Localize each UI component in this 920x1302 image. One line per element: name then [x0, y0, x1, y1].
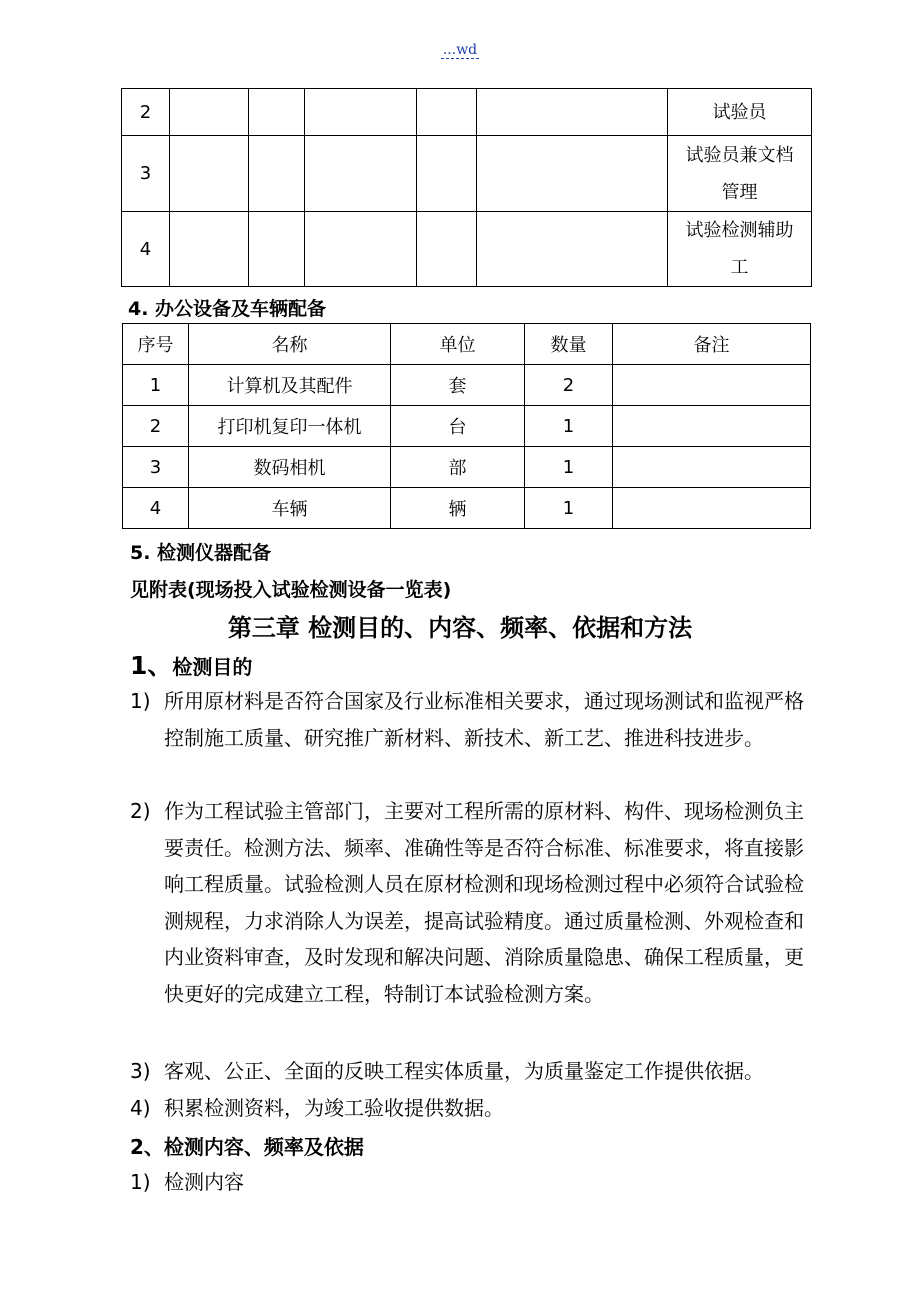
list-item [130, 1053, 814, 1090]
list-text: 积累检测资料，为竣工验收提供数据。 [164, 1096, 504, 1120]
table-row [122, 89, 812, 136]
part-1-number: 1、 [130, 651, 173, 680]
table-row [123, 406, 811, 447]
table-row [122, 136, 812, 212]
list-item [130, 1164, 814, 1201]
list-marker: 2) [130, 799, 151, 823]
part-1-heading [130, 646, 252, 682]
table-row [123, 488, 811, 529]
staff-table [121, 88, 812, 287]
list-marker: 1) [130, 1170, 151, 1194]
cell-unit: 套 [391, 365, 525, 406]
column-header: 单位 [391, 324, 525, 365]
cell-qty: 1 [525, 406, 613, 447]
column-header: 名称 [189, 324, 391, 365]
list-text: 作为工程试验主管部门，主要对工程所需的原材料、构件、现场检测负主要责任。检测方法、频率、准确性等是否符合标准、标准要求，将直接影响工程质量。试验检测人员在原材检测和现场检测过程中必须符合试验检测规程，力求消除人为误差，提高试验精度。通过质量检测、外观检查和内业资料审查，及时发现和解决问题、消除质量隐患、确保工程质量，更快更好的完成建立工程，特制订本试验检测方案。 [164, 799, 804, 1006]
header-watermark: ...wd [442, 42, 478, 58]
list-item [130, 1090, 814, 1127]
role-cell: 试验员 [668, 89, 812, 136]
list-text: 检测内容 [164, 1170, 244, 1194]
cell-name: 车辆 [189, 488, 391, 529]
list-item [130, 793, 814, 1012]
section-5-heading: 5. 检测仪器配备 [130, 542, 272, 564]
section-5-note: 见附表(现场投入试验检测设备一览表) [130, 579, 452, 601]
list-marker: 4) [130, 1096, 151, 1120]
cell-unit: 辆 [391, 488, 525, 529]
row-number: 4 [122, 212, 170, 287]
table-row [122, 212, 812, 287]
part-1-title: 检测目的 [172, 655, 253, 679]
role-cell [668, 212, 812, 287]
list-text: 客观、公正、全面的反映工程实体质量，为质量鉴定工作提供依据。 [164, 1059, 764, 1083]
row-number: 2 [122, 89, 170, 136]
list-item [130, 683, 814, 756]
cell-unit: 部 [391, 447, 525, 488]
column-header: 数量 [525, 324, 613, 365]
cell-no: 4 [123, 488, 189, 529]
role-text: 试验检测辅助工 [685, 220, 794, 278]
chapter-title: 第三章 检测目的、内容、频率、依据和方法 [227, 614, 693, 642]
cell-qty: 1 [525, 488, 613, 529]
cell-note [613, 488, 811, 529]
row-number: 3 [122, 136, 170, 212]
cell-qty: 2 [525, 365, 613, 406]
cell-note [613, 365, 811, 406]
cell-no: 2 [123, 406, 189, 447]
section-4-heading: 4. 办公设备及车辆配备 [128, 298, 327, 320]
list-marker: 1) [130, 689, 151, 713]
part-2-heading: 2、检测内容、频率及依据 [130, 1135, 364, 1159]
list-marker: 3) [130, 1059, 151, 1083]
cell-name: 打印机复印一体机 [189, 406, 391, 447]
role-text: 试验员兼文档管理 [685, 144, 794, 203]
cell-qty: 1 [525, 447, 613, 488]
cell-no: 3 [123, 447, 189, 488]
list-text: 所用原材料是否符合国家及行业标准相关要求，通过现场测试和监视严格控制施工质量、研究推广新材料、新技术、新工艺、推进科技进步。 [164, 689, 804, 750]
role-cell [668, 136, 812, 212]
table-row [123, 365, 811, 406]
column-header: 序号 [123, 324, 189, 365]
cell-no: 1 [123, 365, 189, 406]
cell-note [613, 447, 811, 488]
cell-unit: 台 [391, 406, 525, 447]
cell-note [613, 406, 811, 447]
table-header-row [123, 324, 811, 365]
cell-name: 计算机及其配件 [189, 365, 391, 406]
table-row [123, 447, 811, 488]
column-header: 备注 [613, 324, 811, 365]
cell-name: 数码相机 [189, 447, 391, 488]
office-equipment-table [122, 323, 811, 529]
